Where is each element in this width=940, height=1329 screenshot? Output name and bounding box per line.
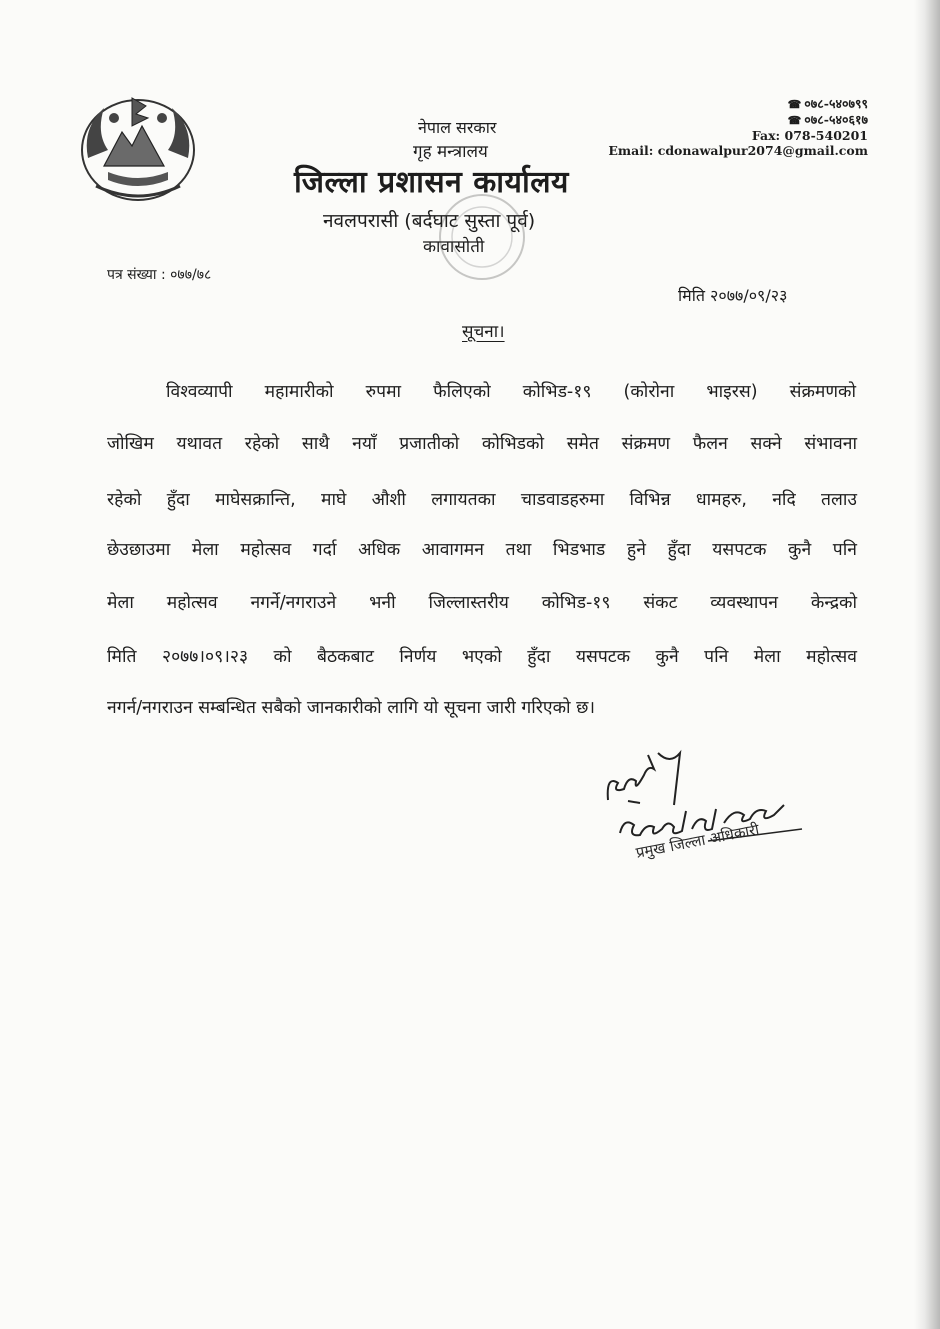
body-line: जोखिम यथावत रहेको साथै नयाँ प्रजातीको कोभिडको समेत संक्रमण फैलन सक्ने संभावना [107, 434, 857, 454]
email-address: Email: cdonawalpur2074@gmail.com [608, 143, 868, 158]
office-location: कावासोती [423, 237, 485, 257]
phone-number-2: ०७८-५४०६१७ [804, 112, 868, 127]
nepal-emblem-icon [74, 88, 202, 206]
fax-number: Fax: 078-540201 [751, 128, 868, 143]
ministry-name: गृह मन्त्रालय [413, 142, 488, 162]
phone-icon: ☎ [787, 114, 802, 127]
body-line: नगर्न/नगराउन सम्बन्धित सबैको जानकारीको लागि यो सूचना जारी गरिएको छ। [107, 698, 596, 718]
phone-number-1: ०७८-५४०७९९ [804, 96, 868, 111]
phone-icon: ☎ [787, 98, 802, 111]
district-name: नवलपरासी (बर्दघाट सुस्ता पूर्व) [323, 210, 536, 232]
office-seal-icon [432, 185, 532, 295]
signer-designation: प्रमुख जिल्ला अधिकारी [634, 820, 761, 862]
body-line: मेला महोत्सव नगर्ने/नगराउने भनी जिल्लास्तरीय कोभिड-१९ संकट व्यवस्थापन केन्द्रको [107, 593, 857, 613]
body-line: मिति २०७७।०९।२३ को बैठकबाट निर्णय भएको हुँदा यसपटक कुनै पनि मेला महोत्सव [107, 647, 857, 667]
notice-title: सूचना। [462, 322, 505, 342]
letter-date: मिति २०७७/०९/२३ [678, 286, 788, 305]
office-name: जिल्ला प्रशासन कार्यालय [294, 165, 569, 200]
contact-block [608, 96, 868, 158]
scan-edge-shadow [914, 0, 940, 1329]
body-line: छेउछाउमा मेला महोत्सव गर्दा अधिक आवागमन तथा भिडभाड हुने हुँदा यसपटक कुनै पनि [107, 540, 857, 560]
phone-line-1 [608, 96, 868, 112]
body-line: विश्वव्यापी महामारीको रुपमा फैलिएको कोभिड-१९ (कोरोना भाइरस) संक्रमणको [166, 382, 856, 402]
body-line: रहेको हुँदा माघेसक्रान्ति, माघे औशी लगायतका चाडवाडहरुमा विभिन्न धामहरु, नदि तलाउ [107, 490, 857, 510]
phone-line-2 [608, 112, 868, 128]
government-name: नेपाल सरकार [418, 118, 497, 137]
reference-number: पत्र संख्या : ०७७/७८ [107, 267, 212, 283]
